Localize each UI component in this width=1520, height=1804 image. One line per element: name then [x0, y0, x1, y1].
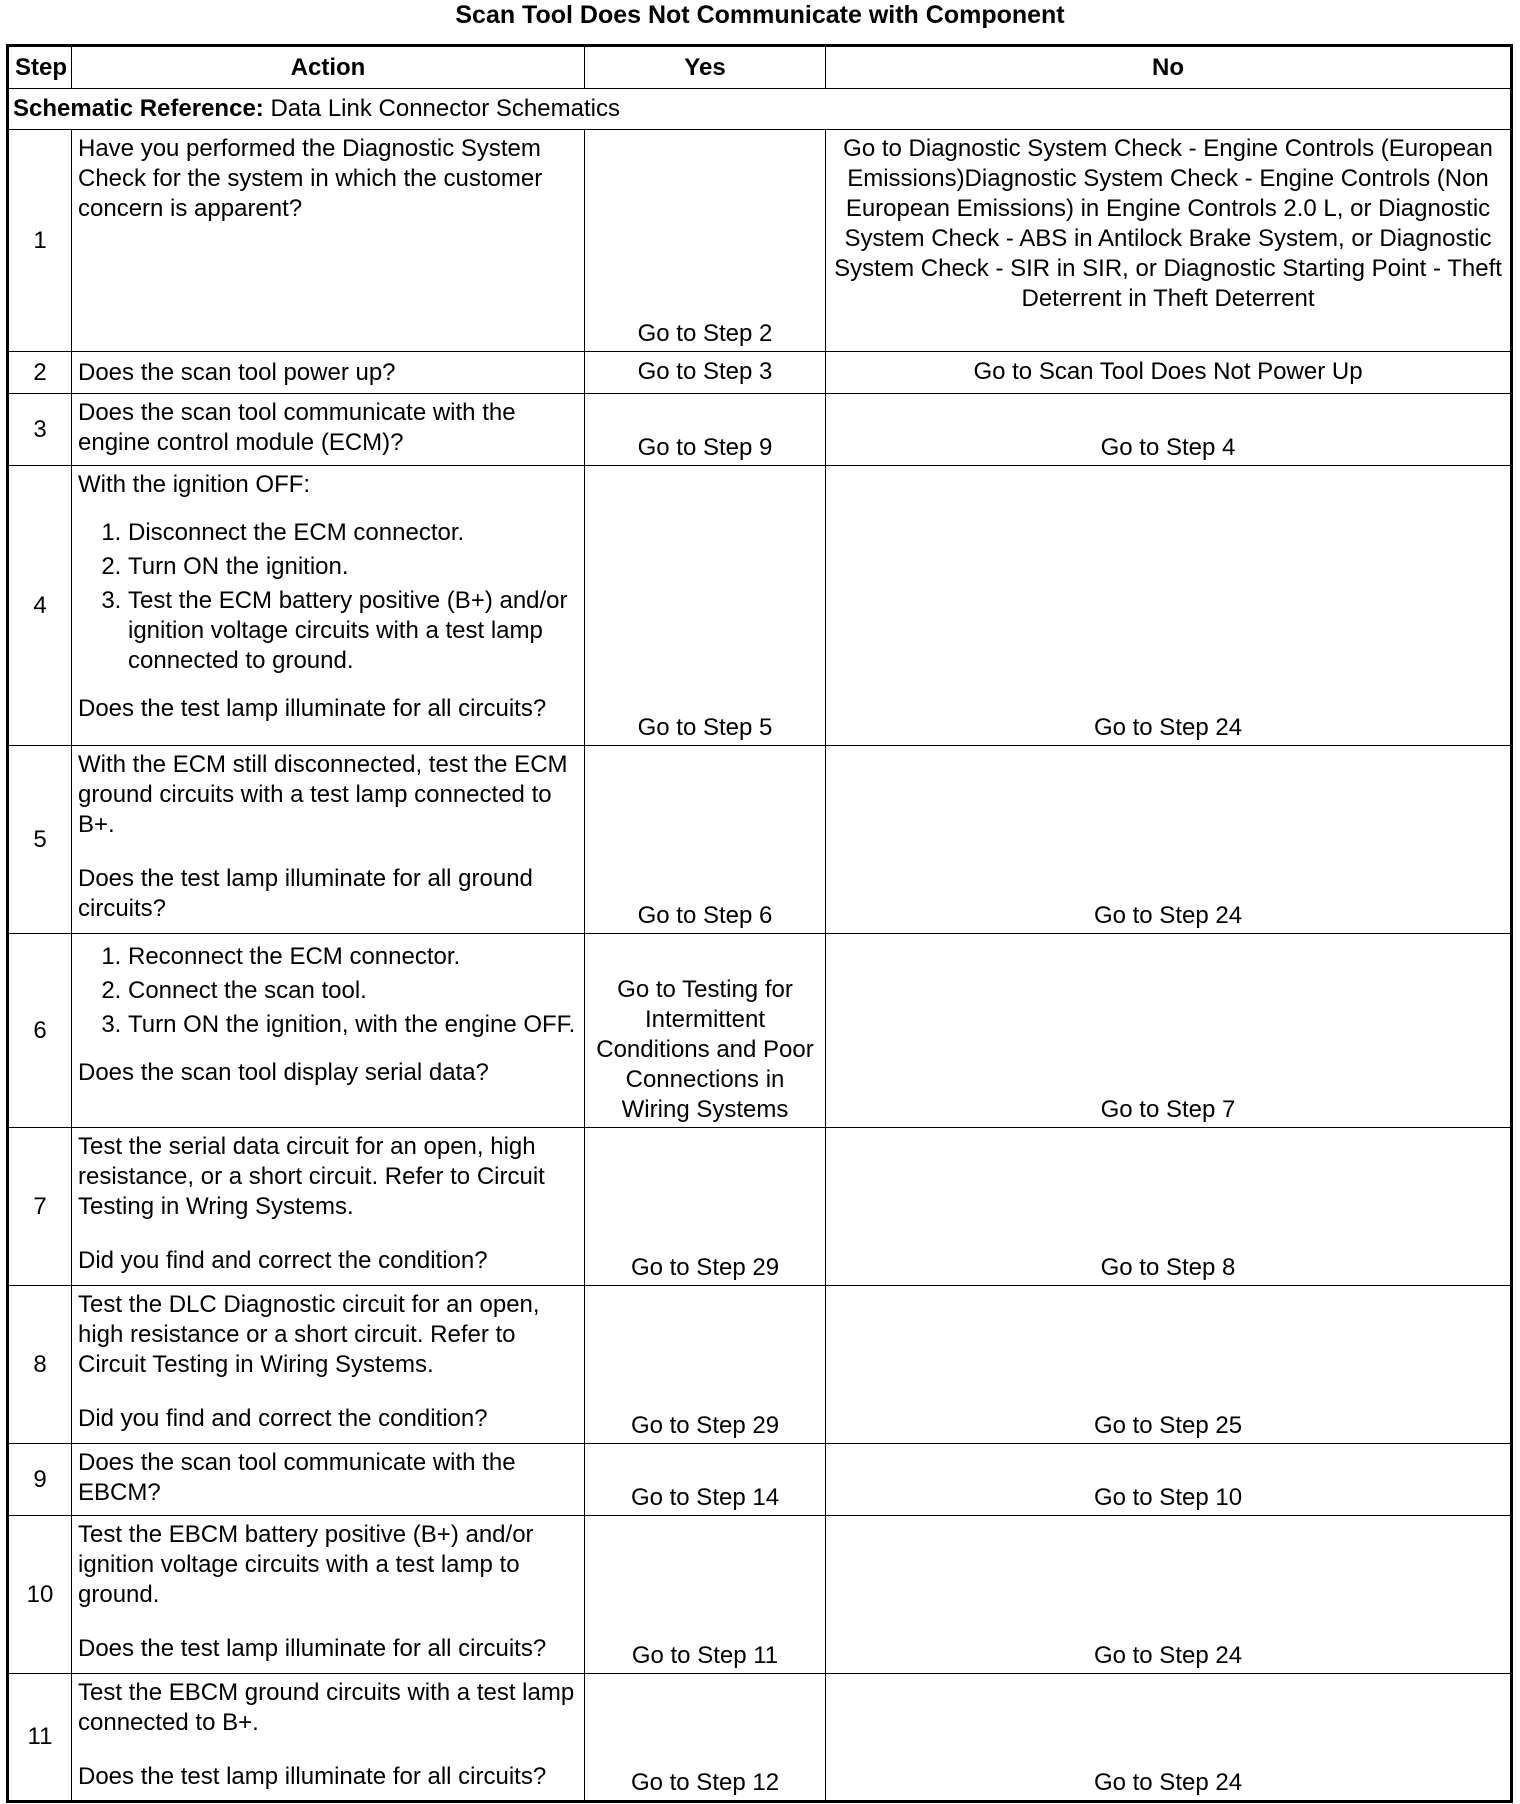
step-number: 6	[8, 934, 72, 1128]
table-row	[8, 394, 1512, 466]
table-row	[8, 934, 1512, 1128]
schematic-reference-label: Schematic Reference:	[13, 95, 264, 122]
action-question: Does the test lamp illuminate for all circuits?	[78, 1635, 547, 1662]
action-cell	[72, 746, 585, 934]
yes-result: Go to Step 3	[585, 352, 826, 394]
action-question: Does the test lamp illuminate for all ground circuits?	[78, 865, 533, 922]
table-row	[8, 1444, 1512, 1516]
step-number: 1	[8, 130, 72, 352]
no-result: Go to Step 8	[826, 1128, 1512, 1286]
action-question: Does the scan tool display serial data?	[78, 1059, 489, 1086]
step-number: 9	[8, 1444, 72, 1516]
no-result: Go to Step 24	[826, 1674, 1512, 1802]
schematic-reference-row	[8, 89, 1512, 130]
list-item: 3. Turn ON the ignition, with the engine OFF.	[128, 1010, 578, 1040]
yes-result: Go to Step 11	[585, 1516, 826, 1674]
no-result: Go to Diagnostic System Check - Engine Controls (European Emissions)Diagnostic System Check - Engine Controls (Non European Emissions) in Engine Controls 2.0 L, or Diagnostic System Check - ABS in Antilock Brake System, or Diagnostic System Check - SIR in SIR, or Diagnostic Starting Point - Theft Deterrent in Theft Deterrent	[826, 130, 1512, 352]
no-result: Go to Step 4	[826, 394, 1512, 466]
table-row	[8, 1286, 1512, 1444]
action-question: Does the test lamp illuminate for all circuits?	[78, 695, 547, 722]
yes-result: Go to Step 29	[585, 1286, 826, 1444]
action-steps	[78, 518, 578, 676]
yes-result: Go to Step 14	[585, 1444, 826, 1516]
header-action: Action	[72, 46, 585, 89]
no-result: Go to Step 7	[826, 934, 1512, 1128]
yes-result: Go to Step 6	[585, 746, 826, 934]
step-number: 11	[8, 1674, 72, 1802]
list-item: 3. Test the ECM battery positive (B+) and/or ignition voltage circuits with a test lamp connected to ground.	[128, 586, 578, 676]
no-result: Go to Step 24	[826, 466, 1512, 746]
page-title: Scan Tool Does Not Communicate with Component	[455, 1, 1065, 29]
step-number: 10	[8, 1516, 72, 1674]
action-text: Does the scan tool communicate with the EBCM?	[72, 1444, 585, 1516]
header-yes: Yes	[585, 46, 826, 89]
yes-result: Go to Testing for Intermittent Conditions and Poor Connections in Wiring Systems	[585, 934, 826, 1128]
action-steps	[78, 942, 578, 1040]
action-cell	[72, 1674, 585, 1802]
table-row	[8, 1516, 1512, 1674]
no-result: Go to Scan Tool Does Not Power Up	[826, 352, 1512, 394]
action-text: Does the scan tool communicate with the engine control module (ECM)?	[72, 394, 585, 466]
header-no: No	[826, 46, 1512, 89]
table-row	[8, 1128, 1512, 1286]
header-row	[8, 46, 1512, 89]
yes-result: Go to Step 5	[585, 466, 826, 746]
step-number: 4	[8, 466, 72, 746]
step-number: 5	[8, 746, 72, 934]
table-row	[8, 466, 1512, 746]
action-cell	[72, 1128, 585, 1286]
yes-result: Go to Step 12	[585, 1674, 826, 1802]
step-number: 3	[8, 394, 72, 466]
list-item: 1. Disconnect the ECM connector.	[128, 518, 578, 548]
schematic-reference-value: Data Link Connector Schematics	[263, 95, 620, 122]
table-row	[8, 1674, 1512, 1802]
list-item: 2. Turn ON the ignition.	[128, 552, 578, 582]
table-row	[8, 746, 1512, 934]
table-row	[8, 352, 1512, 394]
diagnostic-table	[6, 44, 1513, 1803]
no-result: Go to Step 25	[826, 1286, 1512, 1444]
step-number: 8	[8, 1286, 72, 1444]
action-cell	[72, 1286, 585, 1444]
action-intro: Test the serial data circuit for an open, high resistance, or a short circuit. Refer to Circuit Testing in Wring Systems.	[78, 1133, 545, 1220]
action-cell	[72, 934, 585, 1128]
action-question: Does the test lamp illuminate for all circuits?	[78, 1763, 547, 1790]
no-result: Go to Step 24	[826, 746, 1512, 934]
header-step: Step	[8, 46, 72, 89]
action-intro: With the ECM still disconnected, test the ECM ground circuits with a test lamp connected to B+.	[78, 751, 568, 838]
action-cell	[72, 1516, 585, 1674]
action-text: Does the scan tool power up?	[72, 352, 585, 394]
no-result: Go to Step 10	[826, 1444, 1512, 1516]
step-number: 7	[8, 1128, 72, 1286]
action-question: Did you find and correct the condition?	[78, 1247, 488, 1274]
yes-result: Go to Step 9	[585, 394, 826, 466]
list-item: 1. Reconnect the ECM connector.	[128, 942, 578, 972]
action-cell	[72, 466, 585, 746]
table-row	[8, 130, 1512, 352]
action-intro: Test the EBCM ground circuits with a test lamp connected to B+.	[78, 1679, 575, 1736]
action-intro: Test the DLC Diagnostic circuit for an open, high resistance or a short circuit. Refer to Circuit Testing in Wiring Systems.	[78, 1291, 540, 1378]
step-number: 2	[8, 352, 72, 394]
yes-result: Go to Step 29	[585, 1128, 826, 1286]
no-result: Go to Step 24	[826, 1516, 1512, 1674]
list-item: 2. Connect the scan tool.	[128, 976, 578, 1006]
action-intro: Test the EBCM battery positive (B+) and/or ignition voltage circuits with a test lamp to ground.	[78, 1521, 534, 1608]
action-intro: With the ignition OFF:	[78, 471, 311, 498]
action-text: Have you performed the Diagnostic System Check for the system in which the customer concern is apparent?	[72, 130, 585, 352]
action-question: Did you find and correct the condition?	[78, 1405, 488, 1432]
yes-result: Go to Step 2	[585, 130, 826, 352]
